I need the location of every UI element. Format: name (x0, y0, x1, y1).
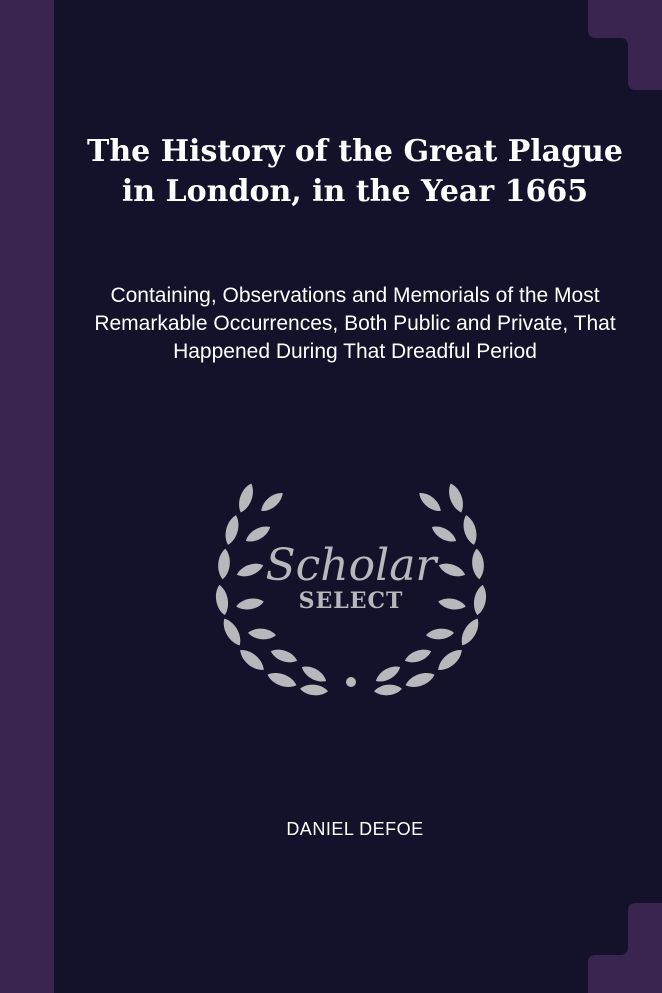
book-subtitle: Containing, Observations and Memorials of the Most Remarkable Occurrences, Both Public and Private, That Happened During That Dreadful Period (94, 284, 616, 363)
logo-scholar-text: Scholar (265, 540, 437, 591)
scholar-select-logo (206, 464, 496, 710)
logo-select-text: SELECT (298, 588, 404, 614)
corner-decoration-top (572, 0, 662, 90)
book-author: DANIEL DEFOE (286, 819, 424, 839)
cover-spine (0, 0, 54, 993)
corner-decoration-bottom (572, 903, 662, 993)
book-title: The History of the Great Plague in London, in the Year 1665 (87, 134, 623, 209)
